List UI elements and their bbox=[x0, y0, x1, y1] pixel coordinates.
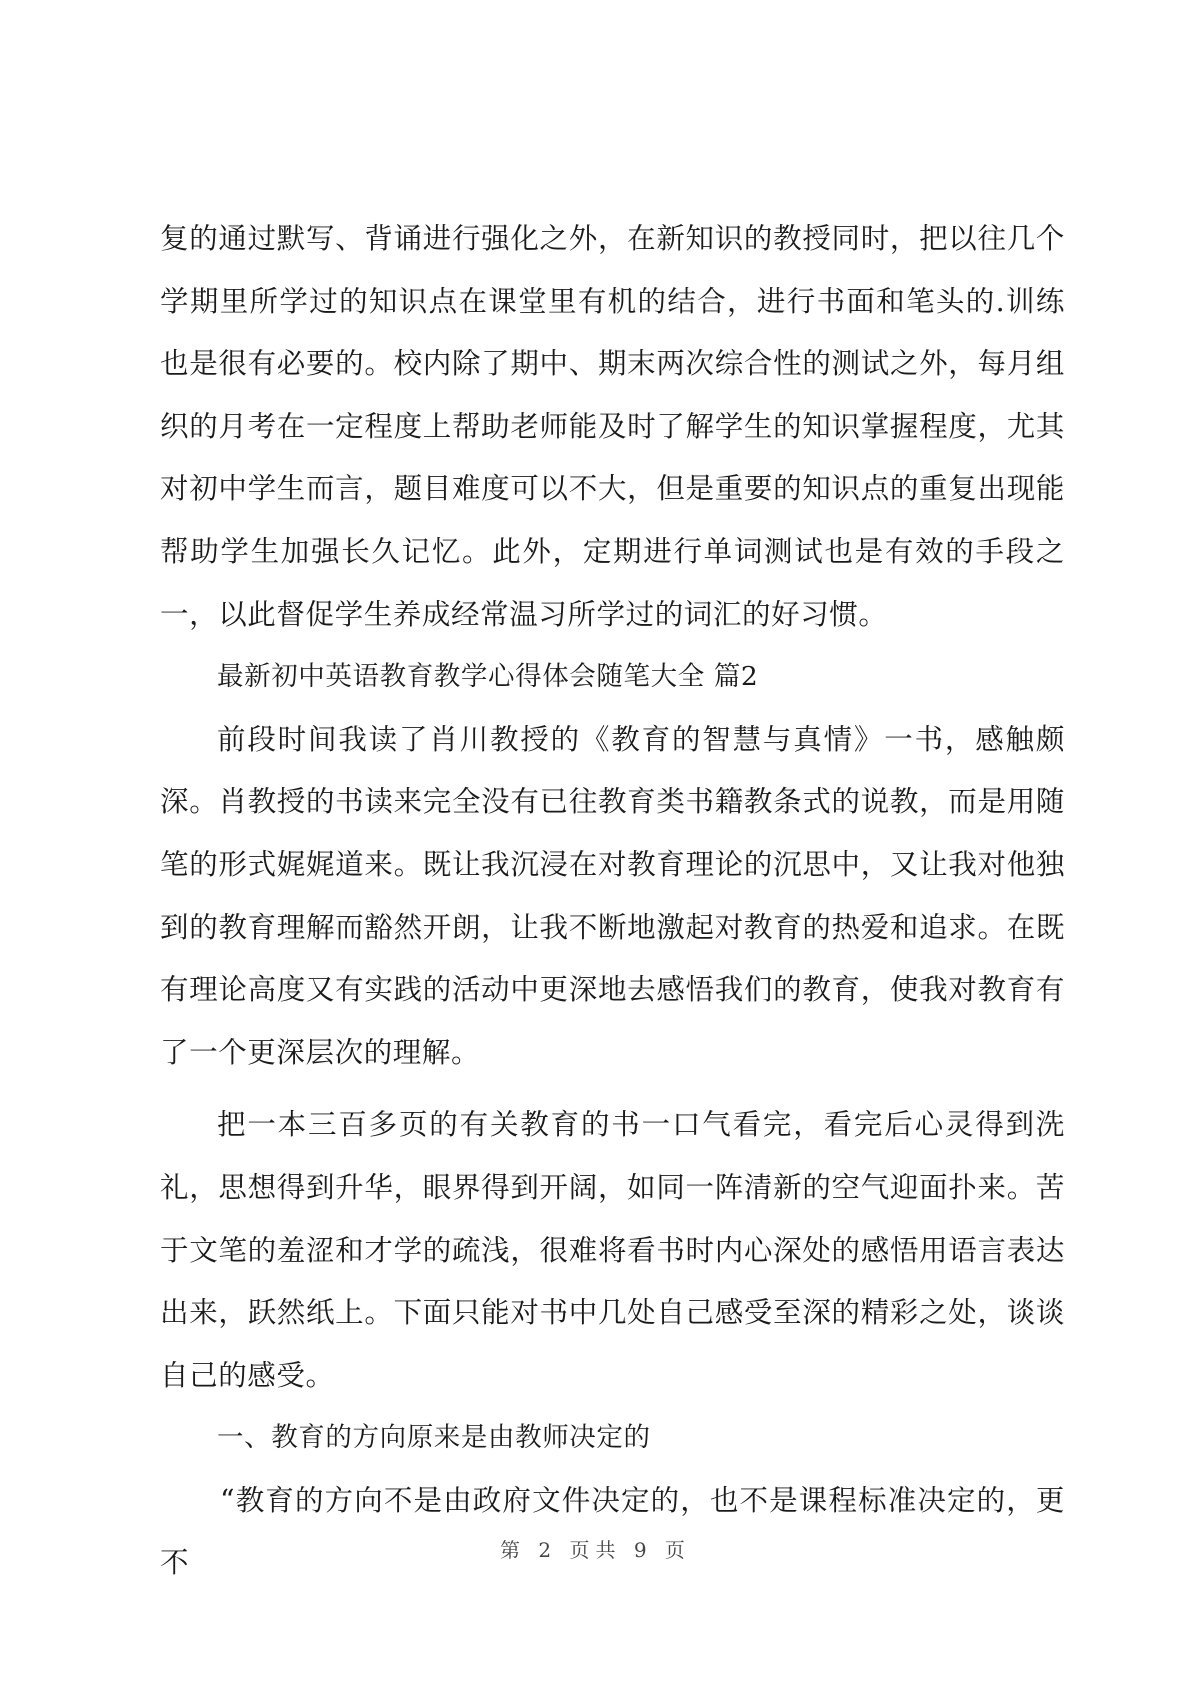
paragraph-reading: 把一本三百多页的有关教育的书一口气看完，看完后心灵得到洗礼，思想得到升华，眼界得到开阔，如同一阵清新的空气迎面扑来。苦于文笔的羞涩和才学的疏浅，很难将看书时内心深处的感悟用语言表达出来，跃然纸上。下面只能对书中几处自己感受至深的精彩之处，谈谈自己的感受。 bbox=[160, 1108, 1065, 1392]
subheading-1: 一、教育的方向原来是由教师决定的 bbox=[217, 1422, 651, 1454]
document-body bbox=[160, 208, 1065, 1595]
paragraph-continued: 复的通过默写、背诵进行强化之外，在新知识的教授同时，把以往几个学期里所学过的知识点在课堂里有机的结合，进行书面和笔头的.训练也是很有必要的。校内除了期中、期末两次综合性的测试之外，每月组织的月考在一定程度上帮助老师能及时了解学生的知识掌握程度，尤其对初中学生而言，题目难度可以不大，但是重要的知识点的重复出现能帮助学生加强长久记忆。此外，定期进行单词测试也是有效的手段之一，以此督促学生养成经常温习所学过的词汇的好习惯。 bbox=[160, 222, 1065, 631]
paragraph-intro: 前段时间我读了肖川教授的《教育的智慧与真情》一书，感触颇深。肖教授的书读来完全没有已往教育类书籍教条式的说教，而是用随笔的形式娓娓道来。既让我沉浸在对教育理论的沉思中，又让我对他独到的教育理解而豁然开朗，让我不断地激起对教育的热爱和追求。在既有理论高度又有实践的活动中更深地去感悟我们的教育，使我对教育有了一个更深层次的理解。 bbox=[160, 722, 1065, 1069]
page-footer: 第 2 页共 9 页 bbox=[500, 1538, 691, 1562]
section-title: 最新初中英语教育教学心得体会随笔大全 篇2 bbox=[217, 661, 759, 693]
paragraph-quote: “教育的方向不是由政府文件决定的，也不是课程标准决定的，更不 bbox=[160, 1483, 1065, 1580]
